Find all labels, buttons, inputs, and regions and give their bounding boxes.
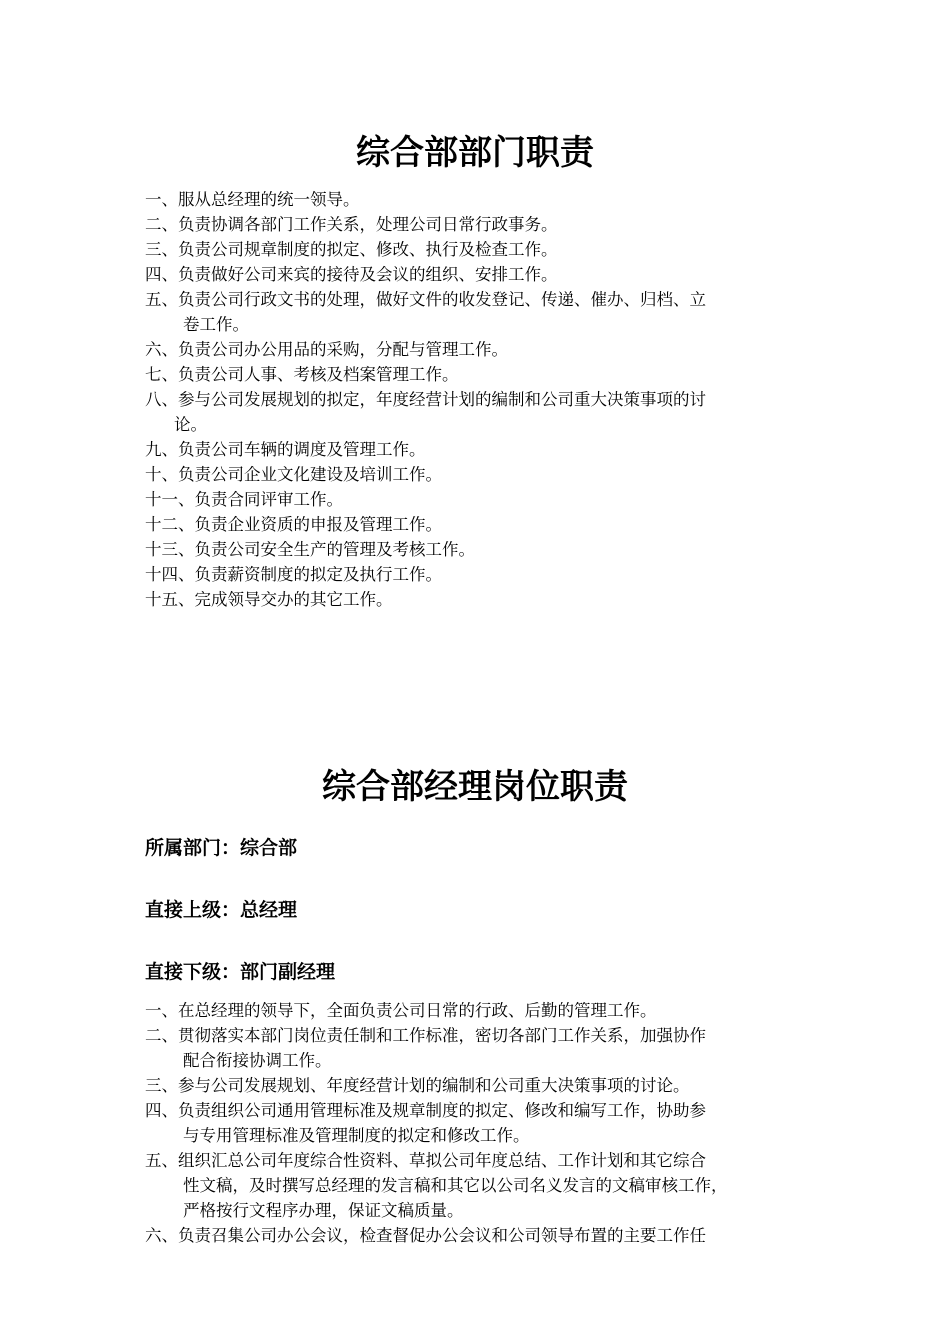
list-item: 六、负责召集公司办公会议，检查督促办公会议和公司领导布置的主要工作任 — [145, 1226, 706, 1245]
list-item-continuation: 严格按行文程序办理，保证文稿质量。 — [183, 1201, 464, 1220]
department-field: 所属部门：综合部 — [145, 837, 298, 859]
list-item: 八、参与公司发展规划的拟定，年度经营计划的编制和公司重大决策事项的讨 — [145, 390, 706, 409]
list-item: 一、在总经理的领导下，全面负责公司日常的行政、后勤的管理工作。 — [145, 1001, 657, 1020]
list-item: 十、负责公司企业文化建设及培训工作。 — [145, 465, 442, 484]
list-item: 七、负责公司人事、考核及档案管理工作。 — [145, 365, 459, 384]
list-item-continuation: 卷工作。 — [183, 315, 249, 334]
list-item: 十二、负责企业资质的申报及管理工作。 — [145, 515, 442, 534]
list-item: 十四、负责薪资制度的拟定及执行工作。 — [145, 565, 442, 584]
list-item: 二、负责协调各部门工作关系，处理公司日常行政事务。 — [145, 215, 558, 234]
list-item: 三、负责公司规章制度的拟定、修改、执行及检查工作。 — [145, 240, 558, 259]
list-item: 五、负责公司行政文书的处理，做好文件的收发登记、传递、催办、归档、立 — [145, 290, 706, 309]
section1-duty-list — [145, 187, 825, 612]
list-item: 一、服从总经理的统一领导。 — [145, 190, 360, 209]
list-item: 四、负责组织公司通用管理标准及规章制度的拟定、修改和编写工作，协助参 — [145, 1101, 706, 1120]
list-item: 二、贯彻落实本部门岗位责任制和工作标准，密切各部门工作关系，加强协作 — [145, 1026, 706, 1045]
list-item: 三、参与公司发展规划、年度经营计划的编制和公司重大决策事项的讨论。 — [145, 1076, 690, 1095]
list-item-continuation: 性文稿，及时撰写总经理的发言稿和其它以公司名义发言的文稿审核工作， — [183, 1176, 728, 1195]
section2-duty-list — [145, 998, 825, 1248]
subordinate-field: 直接下级：部门副经理 — [145, 961, 336, 983]
list-item-continuation: 配合衔接协调工作。 — [183, 1051, 332, 1070]
list-item: 五、组织汇总公司年度综合性资料、草拟公司年度总结、工作计划和其它综合 — [145, 1151, 706, 1170]
list-item: 六、负责公司办公用品的采购，分配与管理工作。 — [145, 340, 508, 359]
list-item: 十一、负责合同评审工作。 — [145, 490, 343, 509]
list-item-continuation: 论。 — [174, 415, 207, 434]
section2-title: 综合部经理岗位职责 — [322, 767, 628, 807]
list-item: 十三、负责公司安全生产的管理及考核工作。 — [145, 540, 475, 559]
list-item: 四、负责做好公司来宾的接待及会议的组织、安排工作。 — [145, 265, 558, 284]
list-item: 十五、完成领导交办的其它工作。 — [145, 590, 393, 609]
list-item-continuation: 与专用管理标准及管理制度的拟定和修改工作。 — [183, 1126, 530, 1145]
section1-title: 综合部部门职责 — [356, 133, 594, 173]
list-item: 九、负责公司车辆的调度及管理工作。 — [145, 440, 426, 459]
superior-field: 直接上级：总经理 — [145, 899, 298, 921]
